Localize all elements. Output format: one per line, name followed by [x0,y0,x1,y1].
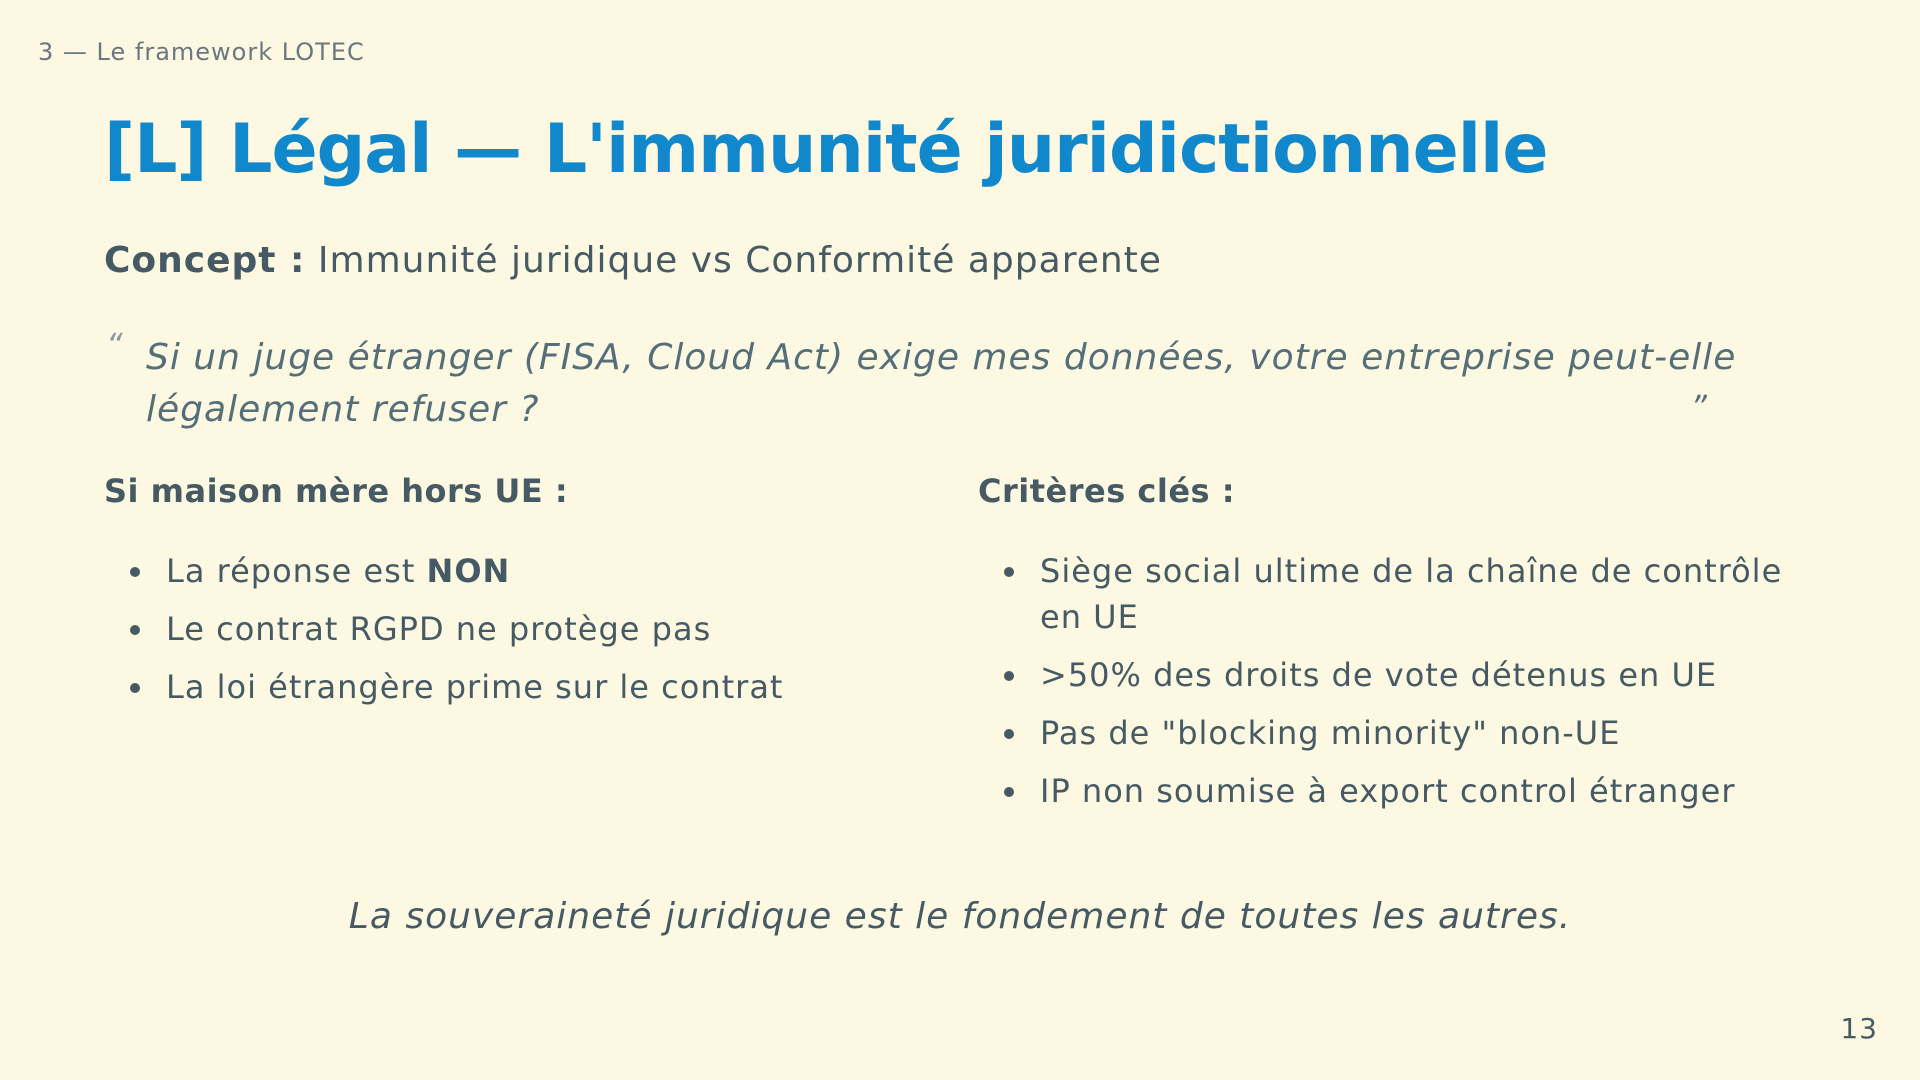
list-item-text: Siège social ultime de la chaîne de contrôle en UE [1040,552,1783,636]
list-item [1004,548,1818,640]
list-item [130,548,944,594]
bullet-dot-icon [1004,567,1014,577]
bullet-dot-icon [1004,671,1014,681]
list-item-text: La loi étrangère prime sur le contrat [166,668,784,706]
slide-title: [L] Légal — L'immunité juridictionnelle [104,110,1548,189]
quote-block [104,326,1824,442]
list-item-text: >50% des droits de vote détenus en UE [1040,656,1718,694]
list-item [130,664,944,710]
list-item-text: Pas de "blocking minority" non-UE [1040,714,1621,752]
bullet-dot-icon [130,567,140,577]
list-item [130,606,944,652]
section-header: 3 — Le framework LOTEC [38,38,365,66]
bullet-dot-icon [130,625,140,635]
right-column [978,472,1818,826]
list-item [1004,768,1818,814]
bullet-dot-icon [1004,787,1014,797]
left-column [104,472,944,722]
concept-text: Immunité juridique vs Conformité apparente [317,240,1162,281]
close-quote-mark: ” [1690,388,1708,426]
bullet-dot-icon [1004,729,1014,739]
open-quote-mark: “ [106,326,124,364]
list-item-text: La réponse est [166,552,427,590]
list-item-text: Le contrat RGPD ne protège pas [166,610,712,648]
left-bullet-list [104,548,944,710]
left-column-heading: Si maison mère hors UE : [104,472,569,510]
bullet-dot-icon [130,683,140,693]
conclusion-text: La souveraineté juridique est le fondement de toutes les autres. [348,896,1572,937]
list-item [1004,710,1818,756]
list-item [1004,652,1818,698]
right-column-heading: Critères clés : [978,472,1236,510]
concept-label: Concept : [104,240,306,281]
concept-line [104,240,1162,281]
list-item-text: IP non soumise à export control étranger [1040,772,1736,810]
quote-text: Si un juge étranger (FISA, Cloud Act) exige mes données, votre entreprise peut-elle légalement refuser ? [146,337,1737,430]
page-number: 13 [1840,1012,1878,1045]
list-item-emphasis: NON [426,552,511,590]
right-bullet-list [978,548,1818,814]
